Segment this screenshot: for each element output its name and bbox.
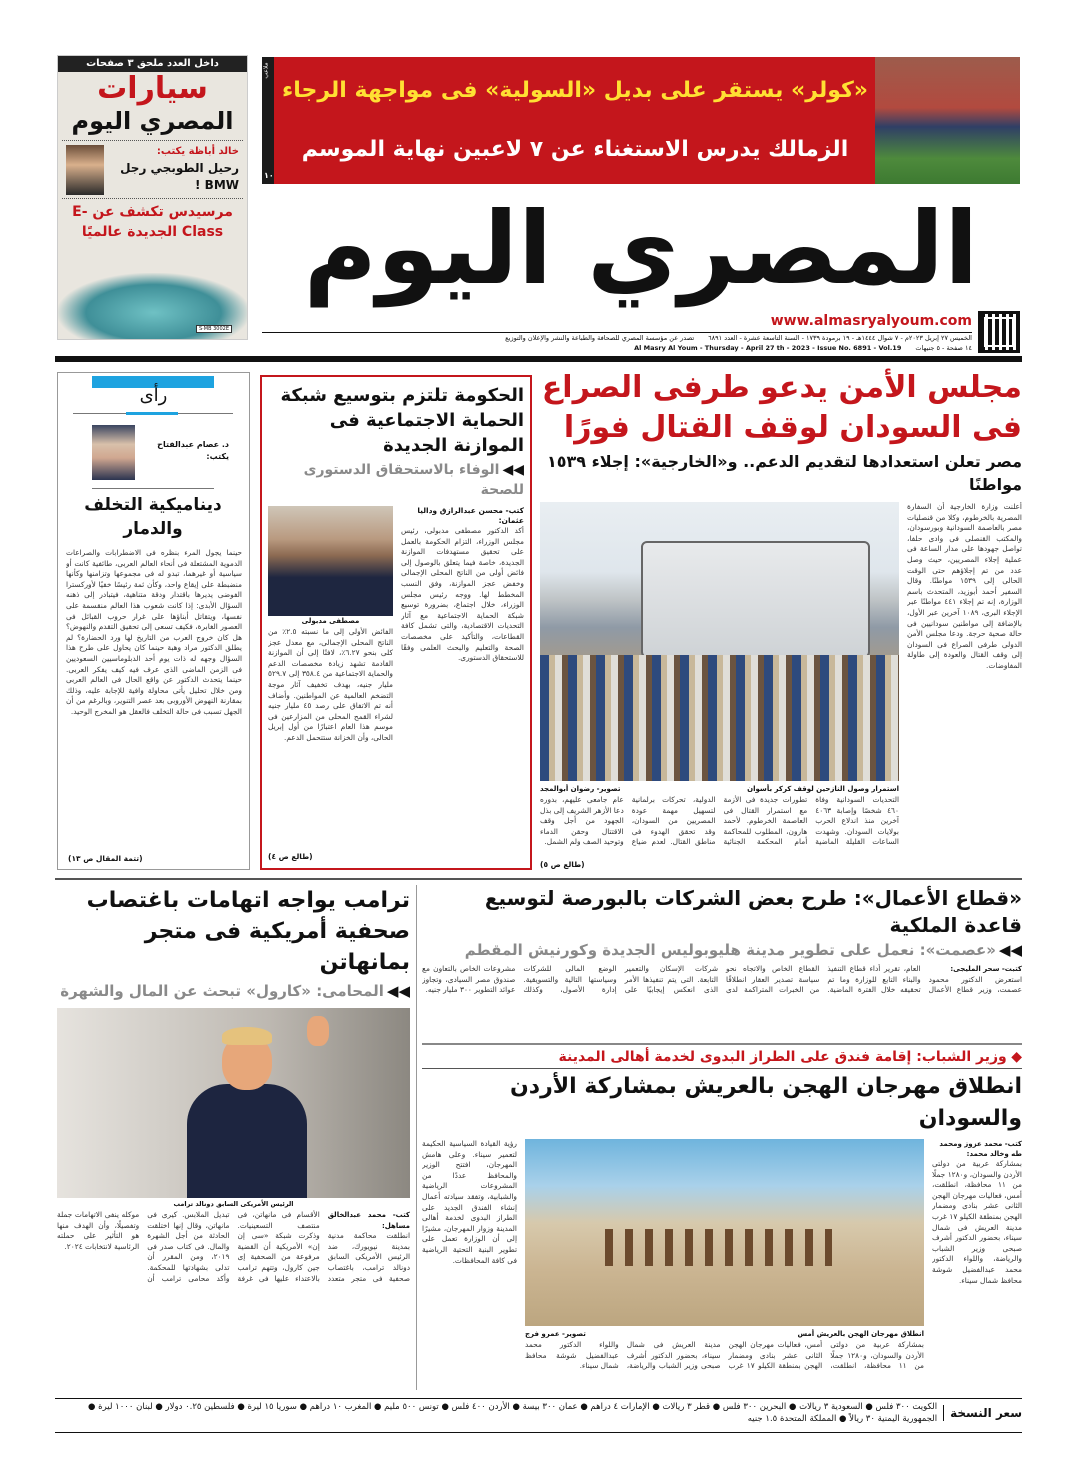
opinion-column[interactable] bbox=[57, 372, 250, 870]
supplement-writer: خالد أباظة يكتب: bbox=[156, 146, 239, 157]
masthead-logo[interactable]: المصري اليوم bbox=[303, 190, 979, 307]
camel-story[interactable] bbox=[422, 1046, 1022, 1390]
gov-sub-arrow-icon: ◀◀ bbox=[502, 462, 524, 478]
camel-photo-credit: تصوير- عمرو فرج bbox=[525, 1330, 586, 1338]
sudan-body: التحديات السودانية وفاة ٤٦٠ شخصًا وإصابة ٤٠٦٣ آخرين منذ اندلاع الحرب بولايات السودان. وشهدت الساعات القليلة الماضية تطورات جديدة فى الأزمة مع استمرار القتال فى العاصمة الخرطوم. لأحمد هارون، المطلوب للمحاكمة أمام المحكمة الجنائية الدولية، تحركات برلمانية لتسهيل مهمة عودة المصريين من السودان، وقد تحقق الهدوء فى مناطق القتال. لعدم ضياع عام جامعى عليهم، بدوره دعا الأزهر الشريف إلى بذل الجهود من أجل وقف الاقتتال وحقن الدماء وتوحيد الصف ولم الشمل. bbox=[540, 795, 899, 847]
gov-byline: كتب- محسن عبدالرازق وداليا عثمان: bbox=[417, 506, 524, 525]
gov-story[interactable] bbox=[260, 375, 532, 870]
sports-headline-2[interactable]: الزمالك يدرس الاستغناء عن ٧ لاعبين نهاية الموسم bbox=[301, 137, 849, 163]
sports-headline-1[interactable]: «كولر» يستقر على بديل «السولية» فى مواجهة الرجاء bbox=[281, 77, 869, 103]
qr-code-icon bbox=[978, 311, 1020, 353]
opinion-author: د. عصام عبدالفتاح يكتب: bbox=[157, 440, 229, 461]
car-photo bbox=[58, 273, 248, 339]
camel-body-1: بمشاركة عربية من دولتى الأردن والسودان، و١٢٨٠ جملًا من ١١ محافظة، انطلقت، أمس، فعاليات مهرجان الهجن الثانى عشر بنادى ومضمار الهجن بمنطقة الكيلو ١٧ غرب مدينة العريش فى شمال سيناء، بحضور الدكتور أشرف صبحى وزير الشباب والرياضة، واللواء الدكتور محمد عبدالفضيل شوشة محافظ شمال سيناء. bbox=[932, 1159, 1022, 1285]
camel-headline[interactable]: انطلاق مهرجان الهجن بالعريش بمشاركة الأردن والسودان bbox=[510, 1074, 1022, 1131]
supplement-banner: داخل العدد ملحق ٣ صفحات bbox=[58, 56, 247, 72]
sudan-photo-credit: تصوير- رضوان أبوالمجد bbox=[540, 785, 621, 793]
camel-body-3: بمشاركة عربية من دولتى الأردن والسودان، و١٢٨٠ جملًا من ١١ محافظة، انطلقت، أمس، فعاليات مهرجان الهجن الثانى عشر بنادى ومضمار الهجن بمنطقة الكيلو ١٧ غرب مدينة العريش فى شمال سيناء، بحضور الدكتور أشرف صبحى وزير الشباب والرياضة، واللواء الدكتور محمد عبدالفضيل شوشة محافظ شمال سيناء. bbox=[525, 1340, 924, 1371]
masthead-rule bbox=[55, 356, 1022, 362]
opinion-continued[interactable]: (تتمة المقال ص ١٣) bbox=[68, 854, 143, 863]
sports-section-label: ملاعب bbox=[262, 62, 270, 79]
evacuees-photo bbox=[540, 502, 899, 781]
sports-page-number: ١٠ bbox=[264, 171, 274, 180]
dateline-arabic: الخميس ٢٧ إبريل ٢٠٢٣م - ٧ شوال ١٤٤٤هـ - ١٩ برمودة ١٧٣٩ - السنة التاسعة عشرة - العدد ٦٨٩١ bbox=[708, 334, 972, 342]
sudan-headline[interactable]: مجلس الأمن يدعو طرفى الصراع فى السودان لوقف القتال فورًا bbox=[541, 370, 1022, 445]
writer-photo bbox=[66, 145, 104, 195]
supplement-title-red: سيارات bbox=[97, 71, 208, 106]
opinion-title[interactable]: ديناميكية التخلف والدمار bbox=[84, 495, 222, 539]
business-body: استعرض الدكتور محمود عصمت، وزير قطاع الأعمال العام، تقرير أداء قطاع التنفيذ والبناء التابع للوزارة وما تم تحقيقه خلال الفترة الماضية. القطاع الخاص والاتجاه نحو سياسة تصدير العقار انطلاقًا من الخبرات المتراكمة لدى شركات الإسكان والتعمير التابعة. التى يتم تنفيذها الأمر الذى انعكس إيجابيًا على الوضع المالى للشركات وسياستها التالية والتسويقية. إدارة الأصول، وكذلك مشروعات الخاص بالتعاون مع صندوق مصر السيادى، وتجاوز عوائد التطوير ٣٠٠ مليار جنيه. bbox=[422, 964, 1022, 995]
trump-story[interactable] bbox=[57, 885, 410, 1390]
supplement-title-black: المصري اليوم bbox=[62, 106, 243, 141]
gov-continued[interactable]: (طالع ص ٤) bbox=[268, 852, 313, 861]
dateline-pages: ١٤ صفحة - ٥ جنيهات bbox=[915, 344, 972, 352]
camel-byline: كتب- محمد عزوز ومحمد طه وخالد محمد: bbox=[939, 1140, 1022, 1158]
madbouly-photo bbox=[268, 506, 393, 616]
camel-kicker: وزير الشباب: إقامة فندق على الطراز البدوى لخدمة أهالى المدينة bbox=[558, 1049, 1007, 1065]
website-url[interactable]: www.almasryalyoum.com bbox=[770, 313, 972, 329]
supplement-headline[interactable]: مرسيدس تكشف عن E-Class الجديدة عالميًا bbox=[72, 204, 233, 240]
supplement-article[interactable]: رحيل الطوبجي رجل BMW ! bbox=[120, 161, 239, 192]
business-byline: كتبت- سحر المليجى: bbox=[950, 965, 1022, 973]
supplement-box[interactable] bbox=[57, 55, 248, 340]
sudan-story[interactable] bbox=[540, 368, 1022, 870]
gov-body-1: أكد الدكتور مصطفى مدبولى، رئيس مجلس الوزراء، التزام الحكومة بالعمل على تحقيق مستهدفات الموازنة الجديدة، خاصة فيما يتعلق بالوصول إلى فائض أولى من الناتج المحلى الإجمالى وخفض عجز الموازنة، وفق النسب المخطط لها. ووجه رئيس مجلس الوزراء، خلال اجتماع، بضرورة توسيع شبكة الحماية الاجتماعية مع آثار التحديات الاقتصادية، والتى تشمل كافة القطاعات، والتأكيد على مخصصات الصحة والتعليم والبحث العلمى وفقًا للاستحقاق الدستورى. bbox=[401, 526, 524, 663]
dateline-publisher: تصدر عن مؤسسة المصري للصحافة والطباعة والنشر والإعلان والتوزيع bbox=[505, 334, 695, 342]
sudan-photo-caption: استمرار وصول النازحين لوقف كركر بأسوان bbox=[747, 785, 899, 793]
diamond-bullet-icon: ◆ bbox=[1011, 1049, 1022, 1065]
sudan-lead: أعلنت وزارة الخارجية أن السفارة المصرية بالخرطوم، وكلا من قنصليات مصر بالعاصمة السودانية وبورسودان، والمكتب القنصلى فى وادى حلفا، تواصل جهودها على مدار الساعة فى عملية إجلاء المصريين، حيث وصل عدد من تم إجلاؤهم حتى الوقت الحالى إلى ١٥٣٩ مواطنًا. وقال السفير أحمد أبوزيد، المتحدث باسم الوزارة، إنه تم إجلاء ٤٤١ مواطنًا عبر الإجلاء البرى، ١٠٨٩ آخرين عبر الأول، بالإضافة إلى مواطنين سودانيين فى حالة صحية حرجة. ودعا مجلس الأمن الدولى طرفى الصراع فى السودان إلى وقف القتال والعودة إلى طاولة المفاوضات. bbox=[907, 502, 1022, 670]
sudan-subheadline[interactable]: مصر تعلن استعدادها لتقديم الدعم.. و«الخارجية»: إجلاء ١٥٣٩ مواطنًا bbox=[546, 452, 1022, 494]
author-photo bbox=[92, 425, 135, 480]
price-list: الكويت ٣٠٠ فلس ● السعودية ٣ ريالات ● البحرين ٣٠٠ فلس ● قطر ٣ ريالات ● الإمارات ٤ دراهم ● عمان ٣٠٠ بيسة ● الأردن ٤٠٠ فلس ● تونس ٥٠٠ مليم ● المغرب ١٠ دراهم ● سوريا ١٥ ليرة ● فلسطين ٠.٢٥ دولار ● لبنان ١٠٠٠ ليرة ● الجمهورية اليمنية ٣٠ ريالاً ● المملكة المتحدة ١.٥ جنيه bbox=[88, 1402, 938, 1424]
opinion-label: رأى bbox=[139, 385, 168, 406]
dateline-english: Al Masry Al Youm - Thursday - April 27 th - 2023 - Issue No. 6891 - Vol.19 bbox=[634, 344, 902, 352]
business-subheadline: «عصمت»: نعمل على تطوير مدينة هليوبوليس الجديدة وكورنيش المقطم bbox=[464, 941, 996, 959]
sports-photo bbox=[875, 57, 1020, 184]
license-plate: S·MB 3002E bbox=[196, 325, 232, 333]
camel-photo-caption: انطلاق مهرجان الهجن بالعريش أمس bbox=[797, 1330, 924, 1338]
camel-race-photo bbox=[525, 1139, 924, 1326]
gov-subheadline: الوفاء بالاستحقاق الدستورى للصحة bbox=[303, 462, 524, 498]
trump-photo bbox=[57, 1008, 410, 1198]
gov-photo-caption: مصطفى مدبولى bbox=[301, 617, 360, 625]
trump-subheadline: المحامى: «كارول» تبحث عن المال والشهرة bbox=[60, 982, 384, 1000]
trump-sub-arrow-icon: ◀◀ bbox=[386, 982, 410, 1000]
price-strip bbox=[55, 1401, 1022, 1425]
business-story[interactable] bbox=[422, 885, 1022, 1040]
price-label: سعر النسخة bbox=[943, 1405, 1022, 1421]
trump-headline[interactable]: ترامب يواجه اتهامات باغتصاب صحفية أمريكية فى متجر بمانهاتن bbox=[86, 888, 410, 975]
sudan-continued[interactable]: (طالع ص ٥) bbox=[540, 860, 585, 869]
camel-body-2: رؤية القيادة السياسية الحكيمة لتعمير سيناء. وعلى هامش المهرجان، افتتح الوزير والمحافظ عددًا من المشروعات الرياضية والشبابية، وتفقد سيادته أعمال إنشاء الفندق الجديد على الطراز البدوى لخدمة أهالى المدينة وزوار المهرجان، مشيرًا إلى أن الوزارة تعمل على تطوير البنية التحتية الرياضية فى كافة المحافظات. bbox=[422, 1139, 517, 1265]
gov-headline[interactable]: الحكومة تلتزم بتوسيع شبكة الحماية الاجتماعية فى الموازنة الجديدة bbox=[280, 385, 524, 456]
sports-banner[interactable] bbox=[262, 57, 1020, 184]
trump-byline: كتب- محمد عبدالخالق مساهل: bbox=[327, 1211, 410, 1230]
trump-body: انطلقت محاكمة مدنية بمدينة نيويورك، ضد الرئيس الأمريكى السابق دونالد ترامب، باغتصاب صحفية فى متجر متعدد الأقسام فى مانهاتن، فى منتصف التسعينيات. وذكرت شبكة «سى إن إن» الأمريكية أن القضية مرفوعة من الصحفية إى جين كارول، وتتهم ترامب بالاعتداء عليها فى غرفة تبديل الملابس. كيرى فى مانهاتن، وقال إنها اختلقت الحادثة من أجل الشهرة والمال. فى كتاب صدر فى ٢٠١٩، ومن المقرر أن تدلى بشهادتها للمحكمة. وأكد محامى ترامب أن موكله ينفى الاتهامات جملة وتفصيلًا، وأن الهدف منها هو التأثير على حملته الرئاسية لانتخابات ٢٠٢٤. bbox=[57, 1210, 410, 1283]
gov-body-2: الفائض الأولى إلى ما نسبته ٢.٥٪ من الناتج المحلى الإجمالى، مع معدل عجز كلى بنحو ٦.٢٧٪، لافتًا إلى أن الموازنة القادمة تشهد زيادة مخصصات الدعم والحماية الاجتماعية من ٣٥٨.٤ إلى ٥٢٩.٧ مليار جنيه، بهدف تخفيف آثار موجة التضخم العالمية عن المواطنين. وأضاف أنه تم الاتفاق على رصد ٤٥ مليار جنيه لشراء القمح المحلى من المزارعين فى موسم هذا العام اعتبارًا من أول إبريل الحالى، وأن الخزانة ستتحمل الدعم. bbox=[268, 627, 393, 742]
business-headline[interactable]: «قطاع الأعمال»: طرح بعض الشركات بالبورصة لتوسيع قاعدة الملكية bbox=[484, 886, 1022, 937]
trump-photo-caption: الرئيس الأمريكى السابق دونالد ترامب bbox=[173, 1200, 294, 1208]
opinion-body: حينما يجول المرء بنظره فى الاضطرابات والصراعات الدموية المشتعلة فى أنحاء العالم العربى، طائفية كانت أو سياسية أو غيرهما، تبدو له فى مجموعها وتزامنها وكأنها منضبطة على إيقاع واحد، وكأن ثمة رئيسًا خفيًا لأوركسترا الفوضى يديرها باقتدار ودقة متناهية، فيتبادر إلى ذهنه السؤال الأبدى: إذا كانت شعوب هذا العالم منقسمة على نفسها، ويتقاتل أبناؤها على غرار حروب القبائل فى العصور الغابرة، فكيف تسعى إلى تحقيق التقدم والنهوض؟ هل كان خروج العرب من التاريخ لها ورد الحضارة؟ لم يطلق الدكتور مراد وهبة حينما كان يحاول على طرح هذا السؤال وجهه له ذات يوم أحد الدبلوماسيين السعوديين فى الزمن الماضى الذى عرف فيه كيف يفكر العربى. حينما يتحدث الدكتور عن واقع الحال فى العالم العربى ومن خلال تحليل يأتى محاولة وافية للإجابة عليه، وذلك بمقارنة النهوض الأوروبى بعد عصر التنوير، وبالرغم من أن الجهل تسبب فى حالة التخلف فالعقل هو المخرج الوحيد. bbox=[66, 548, 242, 716]
business-sub-arrow-icon: ◀◀ bbox=[998, 941, 1022, 959]
